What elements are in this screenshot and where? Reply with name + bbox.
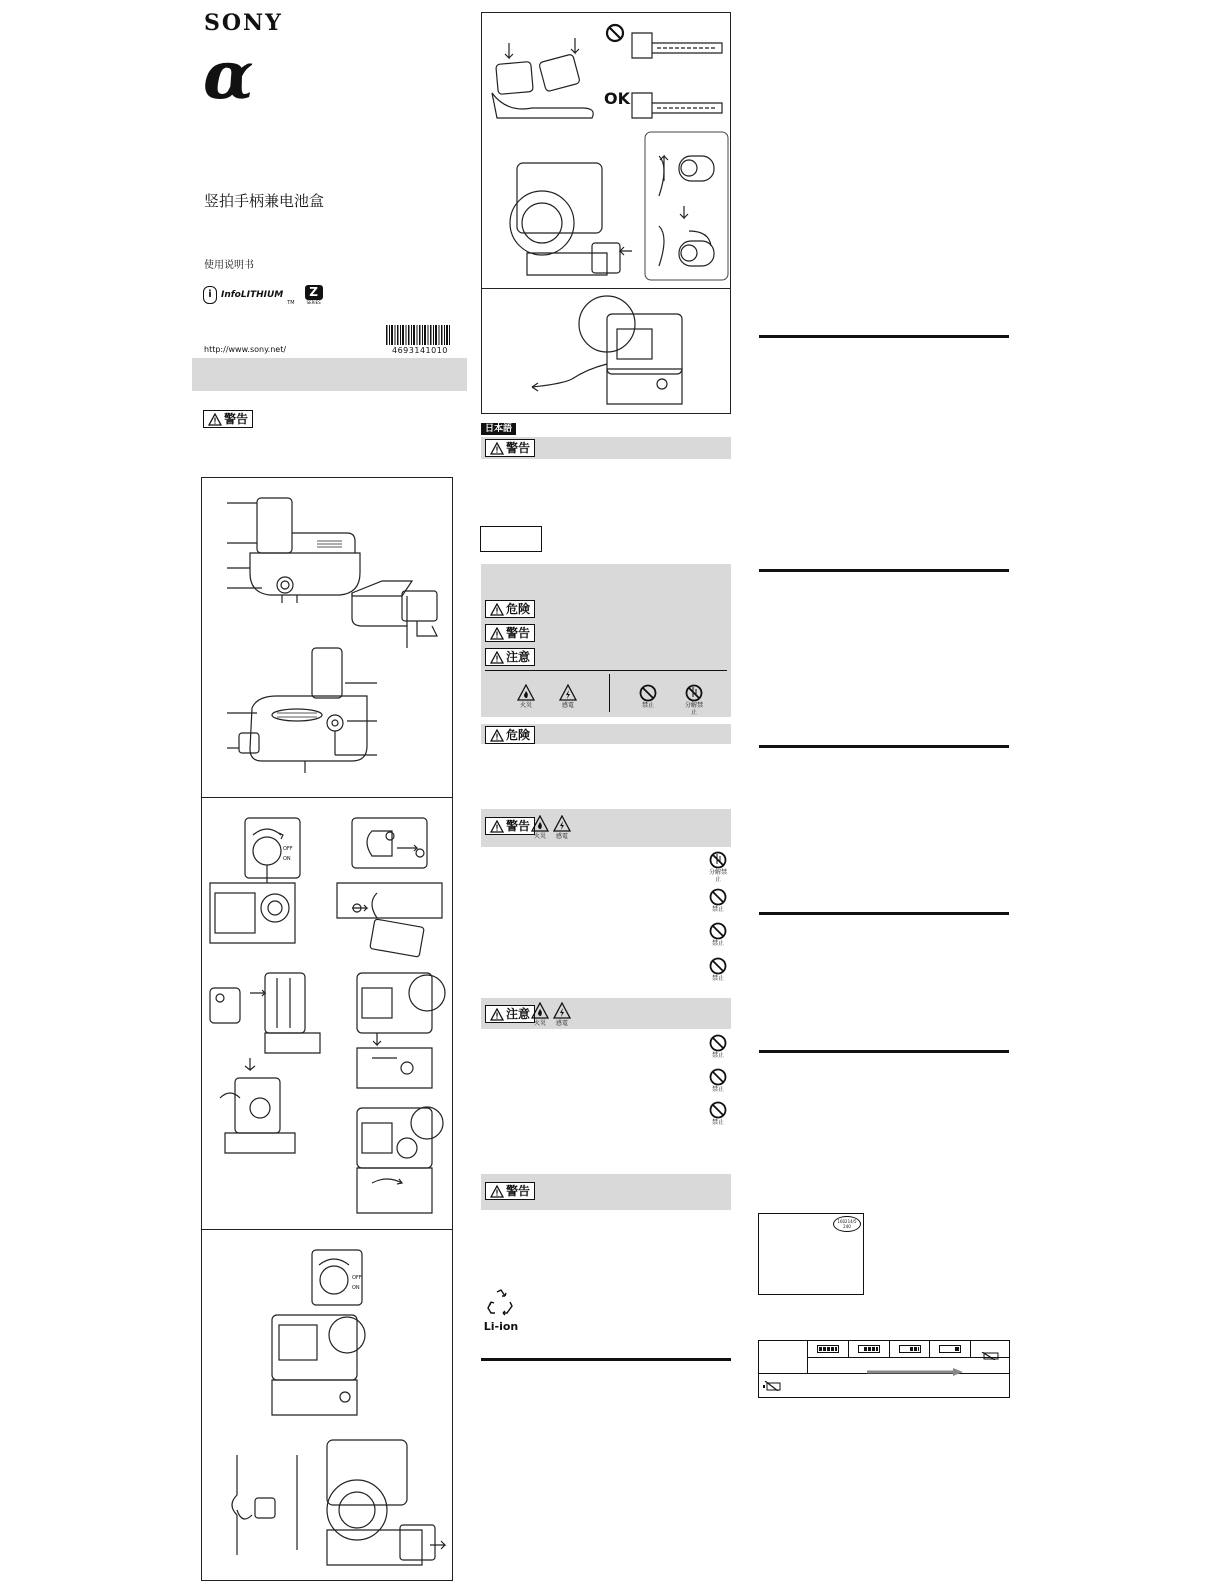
fire-hazard-icon [531, 815, 549, 833]
grip-front-illustration [222, 493, 362, 603]
prohibit-label: 禁止 [711, 940, 724, 947]
barcode [386, 325, 450, 345]
legend-caution-label: 注意 [506, 650, 531, 664]
model-label-box [480, 526, 542, 552]
jp-warning-section-bar [481, 809, 731, 847]
section-rule-5 [759, 1050, 1009, 1053]
electric-shock-icon [559, 684, 577, 702]
battery-level-table [758, 1340, 1010, 1398]
column2-bottom-rule [481, 1358, 731, 1361]
battery-holder-illustration [347, 573, 447, 648]
jp-danger-bar [481, 724, 731, 744]
warning-triangle-icon [490, 627, 504, 640]
electric-shock-icon [553, 1002, 571, 1020]
section-rule-1 [759, 335, 1009, 338]
z-series-letter: Z [305, 285, 323, 300]
switch-off-label-2: OFF [352, 1275, 362, 1281]
section-rule-2 [759, 569, 1009, 572]
label-sample-box [758, 1213, 864, 1295]
label-stamp: 160214/5 240 [833, 1216, 861, 1232]
battery-drain-arrow [867, 1361, 963, 1369]
prohibited-orientation-icon [605, 23, 625, 43]
shock-label: 感電 [561, 702, 574, 709]
z-series-word: SERIES [306, 300, 321, 305]
brand-logo: SONY [204, 10, 283, 36]
shock-label: 感電 [555, 1020, 568, 1027]
install-figure-panel [201, 797, 453, 1230]
jp-danger-label: 危険 [506, 728, 531, 742]
warning-triangle-icon [490, 820, 504, 833]
tighten-grip-screw-illustration [347, 1103, 447, 1223]
jp-warning-section-bar-2 [481, 1174, 731, 1210]
disassembly-label: 分解禁止 [708, 869, 727, 883]
battery-low-icon [939, 1345, 961, 1353]
prohibit-label: 禁止 [711, 975, 724, 982]
fire-label: 火災 [533, 1020, 546, 1027]
infolithium-tm: TM [287, 300, 295, 306]
jp-warning-label: 警告 [506, 441, 531, 455]
infolithium-logo [203, 284, 323, 306]
recycle-icon [486, 1288, 516, 1316]
section-rule-4 [759, 912, 1009, 915]
correct-insert-illustration [627, 83, 727, 133]
safety-legend-block [481, 564, 731, 717]
barcode-number: 4693141010 [392, 346, 448, 355]
prohibit-label: 禁止 [711, 1119, 724, 1126]
warning-triangle-icon [490, 1185, 504, 1198]
japanese-language-label: 日本語 [481, 423, 516, 435]
sony-url[interactable]: http://www.sony.net/ [204, 345, 287, 354]
no-disassembly-icon [685, 684, 703, 702]
legend-divider [485, 670, 727, 671]
prohibit-icon [709, 888, 727, 906]
prohibit-label: 禁止 [711, 906, 724, 913]
detach-grip-illustration [312, 1425, 447, 1575]
prohibit-icon [639, 684, 657, 702]
battery-empty-flash-icon [763, 1376, 781, 1386]
insert-battery-adapter-illustration [205, 968, 325, 1163]
electric-shock-icon [553, 815, 571, 833]
prohibit-icon [709, 1034, 727, 1052]
power-switch-off-illustration [205, 813, 305, 953]
warning-triangle-icon [208, 413, 222, 426]
z-series-badge [305, 285, 323, 305]
legend-warning-label: 警告 [506, 626, 531, 640]
cover-warning-label: 警告 [224, 412, 249, 426]
no-disassembly-icon [709, 851, 727, 869]
jp-warning-bar [481, 437, 731, 459]
remove-battery-cover-illustration [332, 813, 447, 963]
prohibit-icon [709, 957, 727, 975]
battery-three-quarter-icon [858, 1345, 880, 1353]
lock-knob-detail-illustration [644, 131, 729, 281]
warning-triangle-icon [490, 442, 504, 455]
camera-usb-illustration [522, 294, 692, 409]
prohibit-icon [709, 922, 727, 940]
switch-off-label: OFF [283, 846, 293, 852]
prohibit-label: 禁止 [711, 1086, 724, 1093]
danger-triangle-icon [490, 603, 504, 616]
danger-triangle-icon [490, 729, 504, 742]
prohibit-label: 禁止 [641, 702, 654, 709]
parts-figure-panel [201, 477, 453, 798]
cover-warning [203, 410, 253, 430]
recycle-mark [481, 1288, 521, 1333]
info-icon: i [203, 286, 217, 304]
insert-batteries-illustration [487, 33, 597, 133]
caution-triangle-icon [490, 1008, 504, 1021]
legend-vertical-divider [609, 674, 610, 712]
manual-subtitle: 使用说明书 [204, 260, 254, 271]
jp-caution-section-bar [481, 998, 731, 1029]
caution-triangle-icon [490, 651, 504, 664]
usb-figure-panel [481, 288, 731, 414]
disassembly-label: 分解禁止 [684, 702, 703, 716]
reattach-battery-cover-illustration [217, 1450, 302, 1560]
shock-label: 感電 [555, 833, 568, 840]
battery-half-icon [899, 1345, 921, 1353]
infolithium-text: InfoLITHIUM [221, 290, 284, 300]
product-title: 竖拍手柄兼电池盒 [204, 192, 325, 210]
battery-full-icon [817, 1345, 839, 1353]
cover-grey-band [192, 358, 467, 391]
jp-warning-section-label-2: 警告 [506, 1184, 531, 1198]
attach-figure-panel [481, 12, 731, 289]
battery-empty-icon [981, 1345, 999, 1353]
switch-on-label-2: ON [352, 1285, 360, 1291]
legend-danger-label: 危険 [506, 602, 531, 616]
prohibit-label: 禁止 [711, 1052, 724, 1059]
ok-label: OK [604, 89, 630, 108]
li-ion-label: Li-ion [483, 1320, 519, 1333]
wrong-insert-illustration [627, 23, 727, 73]
alpha-logo: α [203, 36, 254, 114]
section-rule-3 [759, 745, 1009, 748]
fire-label: 火災 [519, 702, 532, 709]
attach-grip-to-camera-illustration [347, 968, 447, 1098]
camera-insert-holder-illustration [497, 153, 637, 283]
jp-warning-section-label: 警告 [506, 819, 531, 833]
removal-figure-panel [201, 1229, 453, 1581]
prohibit-icon [709, 1068, 727, 1086]
fire-label: 火災 [533, 833, 546, 840]
fire-hazard-icon [531, 1002, 549, 1020]
switch-on-label: ON [283, 856, 291, 862]
fire-hazard-icon [517, 684, 535, 702]
prohibit-icon [709, 1101, 727, 1119]
power-switch-illustration-2 [267, 1245, 377, 1425]
jp-caution-section-label: 注意 [506, 1007, 531, 1021]
grip-back-illustration [227, 643, 377, 773]
